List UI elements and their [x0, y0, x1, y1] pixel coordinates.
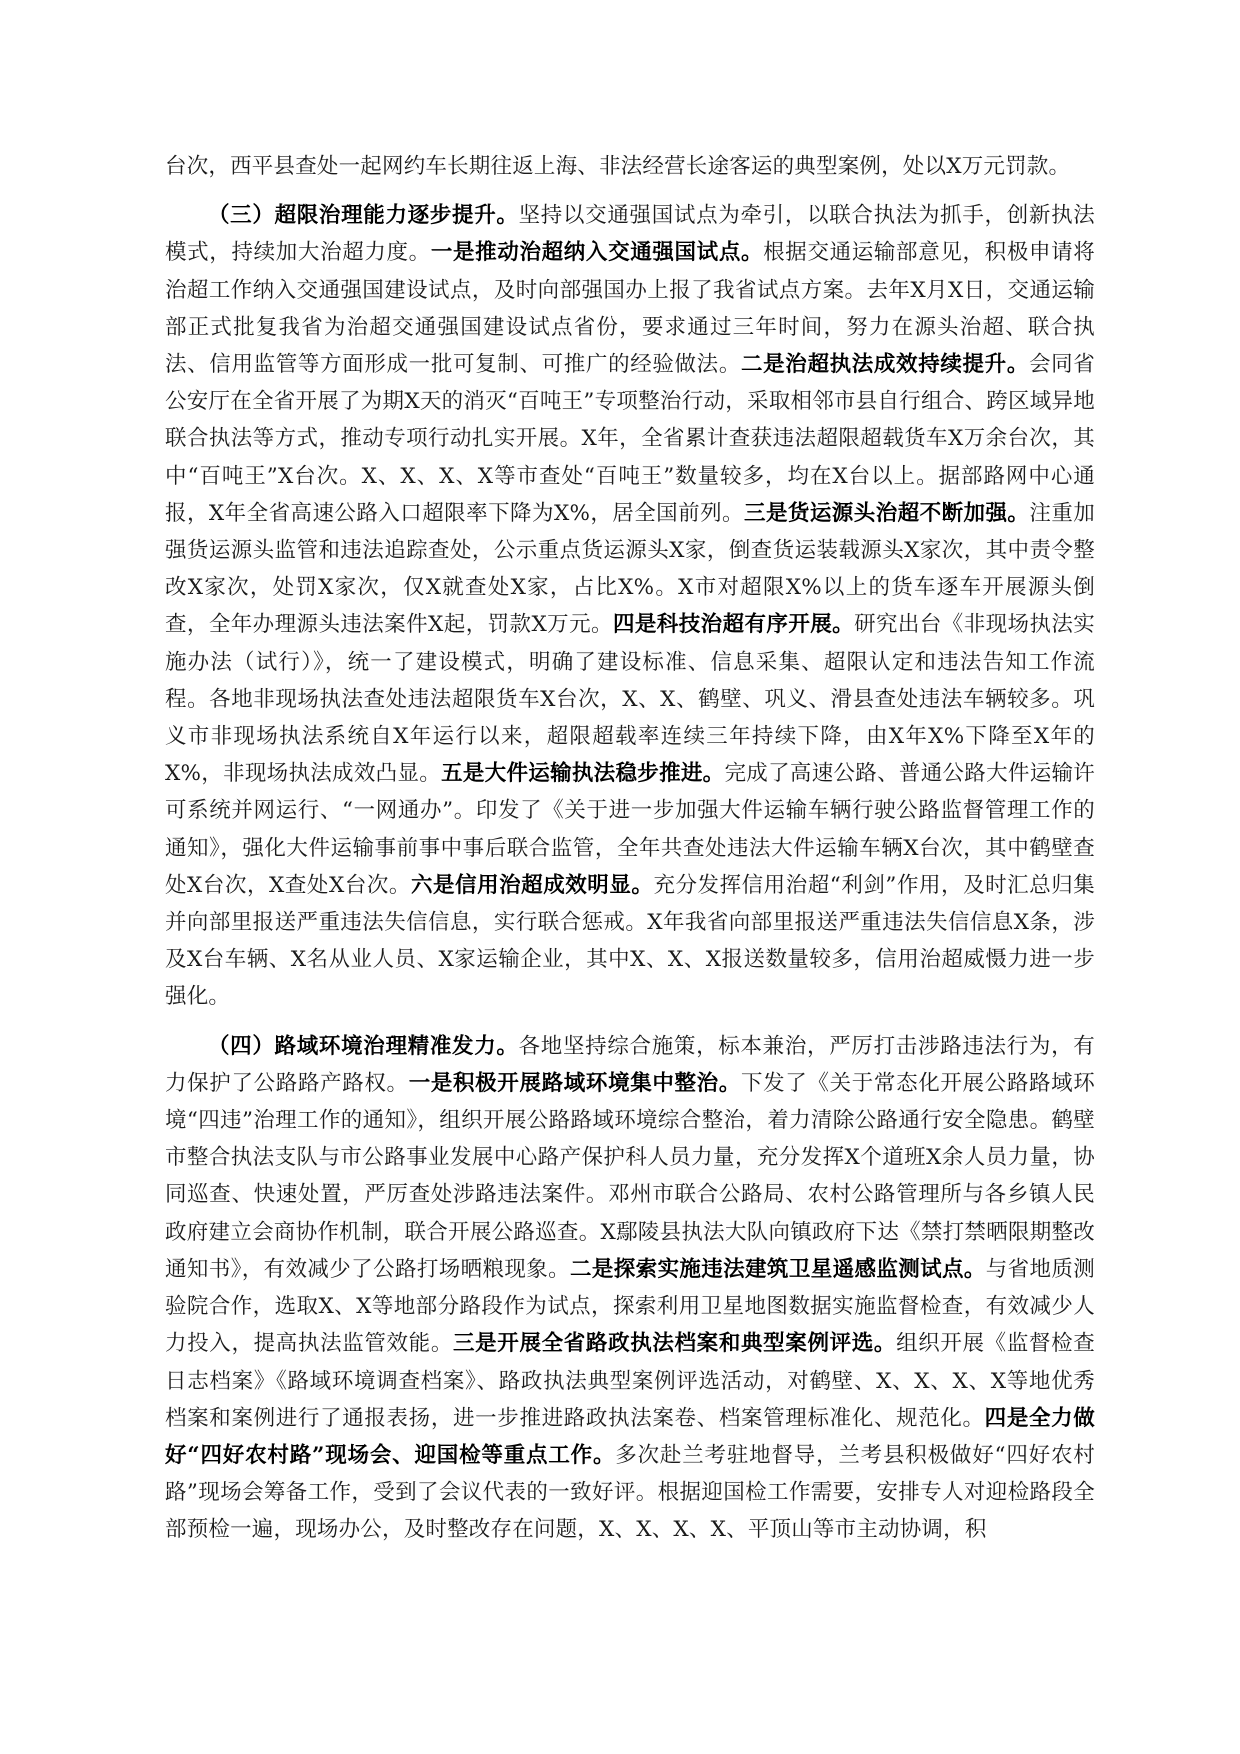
point-heading: 三是开展全省路政执法档案和典型案例评选。	[453, 1331, 897, 1357]
point-heading: 一是推动治超纳入交通强国试点。	[430, 240, 764, 266]
paragraph-section-3	[165, 197, 1095, 1015]
point-heading: 一是积极开展路域环境集中整治。	[408, 1070, 741, 1096]
paragraph-text: 根据交通运输部意见，积极申请将治超工作纳入交通强国建设试点，及时向部强国办上报了我省试点方案。去年X月X日，交通运输部正式批复我省为治超交通强国建设试点省份，要求通过三年时间，努力在源头治超、联合执法、信用监管等方面形成一批可复制、可推广的经验做法。	[165, 240, 1095, 378]
paragraph-text: 与省地质测验院合作，选取X、X等地部分路段作为试点，探索利用卫星地图数据实施监督检查，有效减少人力投入，提高执法监管效能。	[165, 1256, 1095, 1357]
paragraph-text: 充分发挥信用治超“利剑”作用，及时汇总归集并向部里报送严重违法失信信息，实行联合惩戒。X年我省向部里报送严重违法失信信息X条，涉及X台车辆、X名从业人员、X家运输企业，其中X、X、X报送数量较多，信用治超威慑力进一步强化。	[165, 872, 1095, 1010]
paragraph-text: 研究出台《非现场执法实施办法（试行）》，统一了建设模式，明确了建设标准、信息采集、超限认定和违法告知工作流程。各地非现场执法查处违法超限货车X台次，X、X、鹤壁、巩义、滑县查处违法车辆较多。巩义市非现场执法系统自X年运行以来，超限超载率连续三年持续下降，由X年X%下降至X年的X%，非现场执法成效凸显。	[165, 612, 1096, 787]
paragraph-text: 下发了《关于常态化开展公路路域环境“四违”治理工作的通知》，组织开展公路路域环境综合整治，着力清除公路通行安全隐患。鹤壁市整合执法支队与市公路事业发展中心路产保护科人员力量，充分发挥X个道班X余人员力量，协同巡查、快速处置，严厉查处涉路违法案件。邓州市联合公路局、农村公路管理所与各乡镇人民政府建立会商协作机制，联合开展公路巡查。X鄢陵县执法大队向镇政府下达《禁打禁晒限期整改通知书》，有效减少了公路打场晒粮现象。	[165, 1070, 1095, 1282]
paragraph-text: 各地坚持综合施策，标本兼治，严厉打击涉路违法行为，有力保护了公路路产路权。	[165, 1033, 1095, 1096]
section-heading: （四）路域环境治理精准发力。	[208, 1033, 519, 1059]
point-heading: 五是大件运输执法稳步推进。	[441, 761, 725, 787]
point-heading: 四是全力做好“四好农村路”现场会、迎国检等重点工作。	[165, 1405, 1095, 1468]
point-heading: 四是科技治超有序开展。	[612, 612, 855, 638]
paragraph-text: 坚持以交通强国试点为牵引，以联合执法为抓手，创新执法模式，持续加大治超力度。	[165, 203, 1095, 266]
paragraph-text: 会同省公安厅在全省开展了为期X天的消灭“百吨王”专项整治行动，采取相邻市县自行组合、跨区域异地联合执法等方式，推动专项行动扎实开展。X年，全省累计查获违法超限超载货车X万余台次，其中“百吨王”X台次。X、X、X、X等市查处“百吨王”数量较多，均在X台以上。据部路网中心通报，X年全省高速公路入口超限率下降为X%，居全国前列。	[165, 352, 1095, 526]
point-heading: 三是货运源头治超不断加强。	[744, 500, 1030, 526]
point-heading: 六是信用治超成效明显。	[410, 872, 654, 898]
paragraph-text: 台次，西平县查处一起网约车长期往返上海、非法经营长途客运的典型案例，处以X万元罚款。	[165, 154, 1071, 179]
paragraph-continuation	[165, 148, 1095, 185]
document-page	[165, 148, 1095, 1549]
paragraph-text: 多次赴兰考驻地督导，兰考县积极做好“四好农村路”现场会筹备工作，受到了会议代表的一致好评。根据迎国检工作需要，安排专人对迎检路段全部预检一遍，现场办公，及时整改存在问题，X、X、X、X、平顶山等市主动协调，积	[165, 1442, 1095, 1543]
point-heading: 二是治超执法成效持续提升。	[740, 352, 1029, 378]
section-heading: （三）超限治理能力逐步提升。	[208, 203, 519, 229]
point-heading: 二是探索实施违法建筑卫星遥感监测试点。	[570, 1256, 986, 1282]
paragraph-text: 组织开展《监督检查日志档案》《路域环境调查档案》、路政执法典型案例评选活动，对鹤壁、X、X、X、X等地优秀档案和案例进行了通报表扬，进一步推进路政执法案卷、档案管理标准化、规范化。	[165, 1331, 1095, 1431]
paragraph-text: 完成了高速公路、普通公路大件运输许可系统并网运行、“一网通办”。印发了《关于进一步加强大件运输车辆行驶公路监督管理工作的通知》，强化大件运输事前事中事后联合监管，全年共查处违法大件运输车辆X台次，其中鹤壁查处X台次，X查处X台次。	[165, 761, 1096, 898]
paragraph-text: 注重加强货运源头监管和违法追踪查处，公示重点货运源头X家，倒查货运装载源头X家次，其中责令整改X家次，处罚X家次，仅X就查处X家，占比X%。X市对超限X%以上的货车逐车开展源头倒查，全年办理源头违法案件X起，罚款X万元。	[165, 500, 1095, 638]
paragraph-section-4	[165, 1028, 1095, 1549]
